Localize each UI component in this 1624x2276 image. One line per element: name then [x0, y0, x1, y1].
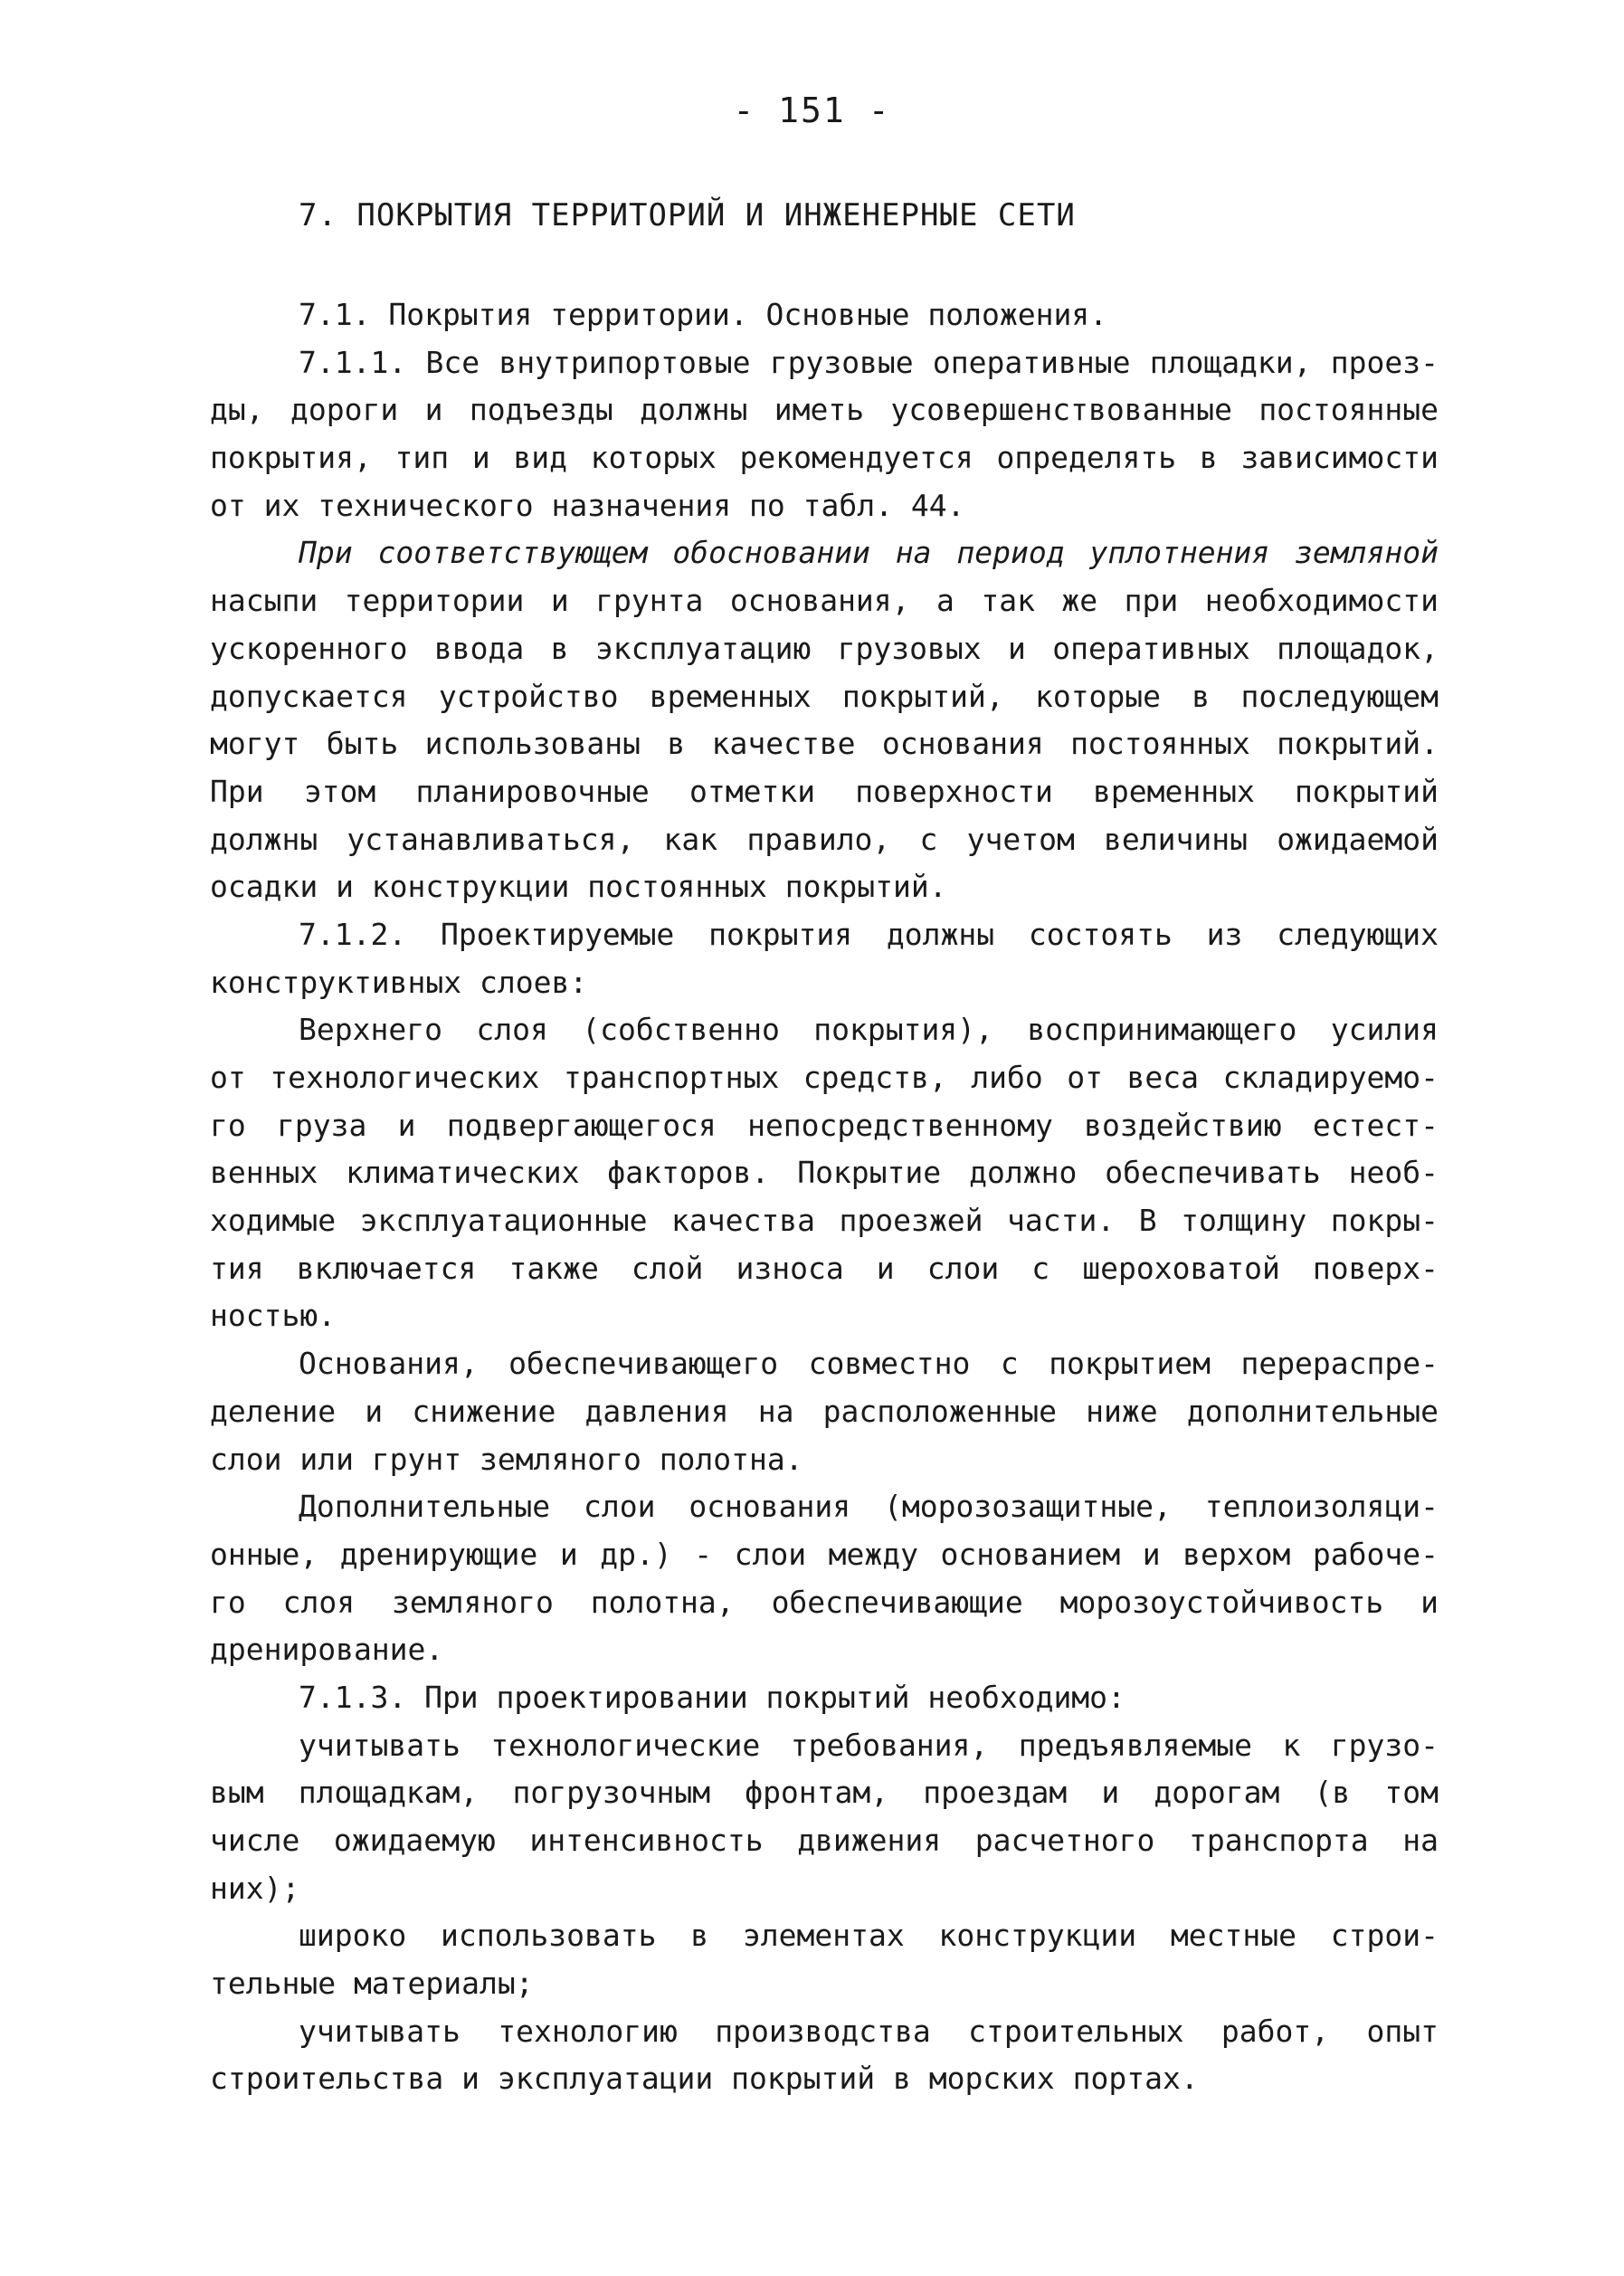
text-line: ускоренного ввода в эксплуатацию грузовых и оперативных площадок, — [210, 630, 1439, 666]
text-line: При этом планировочные отметки поверхности временных покрытий — [210, 773, 1439, 809]
text-line: 7.1.1. Все внутрипортовые грузовые оперативные площадки, проез- — [299, 344, 1439, 380]
text-line: тельные материалы; — [210, 1966, 534, 2002]
section-title: 7. ПОКРЫТИЯ ТЕРРИТОРИЙ И ИНЖЕНЕРНЫЕ СЕТИ — [299, 197, 1076, 233]
text-line: слои или грунт земляного полотна. — [210, 1441, 803, 1477]
text-line: от их технического назначения по табл. 44. — [210, 487, 965, 523]
text-line: Основания, обеспечивающего совместно с покрытием перераспре- — [299, 1346, 1439, 1382]
text-line: учитывать технологические требования, предъявляемые к грузо- — [299, 1727, 1439, 1763]
text-line: ды, дороги и подъезды должны иметь усовершенствованные постоянные — [210, 392, 1439, 428]
text-line: дренирование. — [210, 1632, 444, 1668]
text-line: допускается устройство временных покрытий, которые в последующем — [210, 678, 1439, 714]
text-line: онные, дренирующие и др.) - слои между основанием и верхом рабоче- — [210, 1536, 1439, 1572]
text-line: 7.1. Покрытия территории. Основные положения. — [299, 297, 1108, 332]
text-line: от технологических транспортных средств, либо от веса складируемо- — [210, 1060, 1439, 1095]
text-line: Верхнего слоя (собственно покрытия), воспринимающего усилия — [299, 1012, 1439, 1048]
text-line: строительства и эксплуатации покрытий в морских портах. — [210, 2061, 1199, 2097]
text-line: могут быть использованы в качестве основания постоянных покрытий. — [210, 726, 1439, 762]
text-line: ностью. — [210, 1298, 337, 1334]
text-line: насыпи территории и грунта основания, а так же при необходимости — [210, 583, 1439, 619]
text-line: ходимые эксплуатационные качества проезжей части. В толщину покры- — [210, 1203, 1439, 1239]
text-line: вым площадкам, погрузочным фронтам, проездам и дорогам (в том — [210, 1775, 1439, 1811]
text-line: При соответствующем обосновании на период уплотнения земляной — [299, 535, 1439, 571]
text-line: 7.1.3. При проектировании покрытий необходимо: — [299, 1679, 1125, 1715]
text-line: осадки и конструкции постоянных покрытий. — [210, 869, 947, 905]
text-line: тия включается также слой износа и слои с шероховатой поверх- — [210, 1250, 1439, 1286]
text-line: конструктивных слоев: — [210, 964, 588, 1000]
page-number: - 151 - — [733, 90, 891, 130]
body-text — [210, 291, 1439, 2103]
text-line: деление и снижение давления на расположенные ниже дополнительные — [210, 1393, 1439, 1429]
text-line: числе ожидаемую интенсивность движения расчетного транспорта на — [210, 1823, 1439, 1858]
text-line: 7.1.2. Проектируемые покрытия должны состоять из следующих — [299, 916, 1439, 952]
text-line: венных климатических факторов. Покрытие должно обеспечивать необ- — [210, 1155, 1439, 1191]
text-line: Дополнительные слои основания (морозозащитные, теплоизоляци- — [299, 1489, 1439, 1525]
text-line: покрытия, тип и вид которых рекомендуется определять в зависимости — [210, 440, 1439, 476]
text-line: должны устанавливаться, как правило, с учетом величины ожидаемой — [210, 821, 1439, 857]
text-line: них); — [210, 1870, 300, 1906]
text-line: го груза и подвергающегося непосредственному воздействию естест- — [210, 1107, 1439, 1143]
text-line: го слоя земляного полотна, обеспечивающие морозоустойчивость и — [210, 1584, 1439, 1620]
text-line: учитывать технологию производства строительных работ, опыт — [299, 2013, 1439, 2049]
text-line: широко использовать в элементах конструкции местные строи- — [299, 1918, 1439, 1954]
